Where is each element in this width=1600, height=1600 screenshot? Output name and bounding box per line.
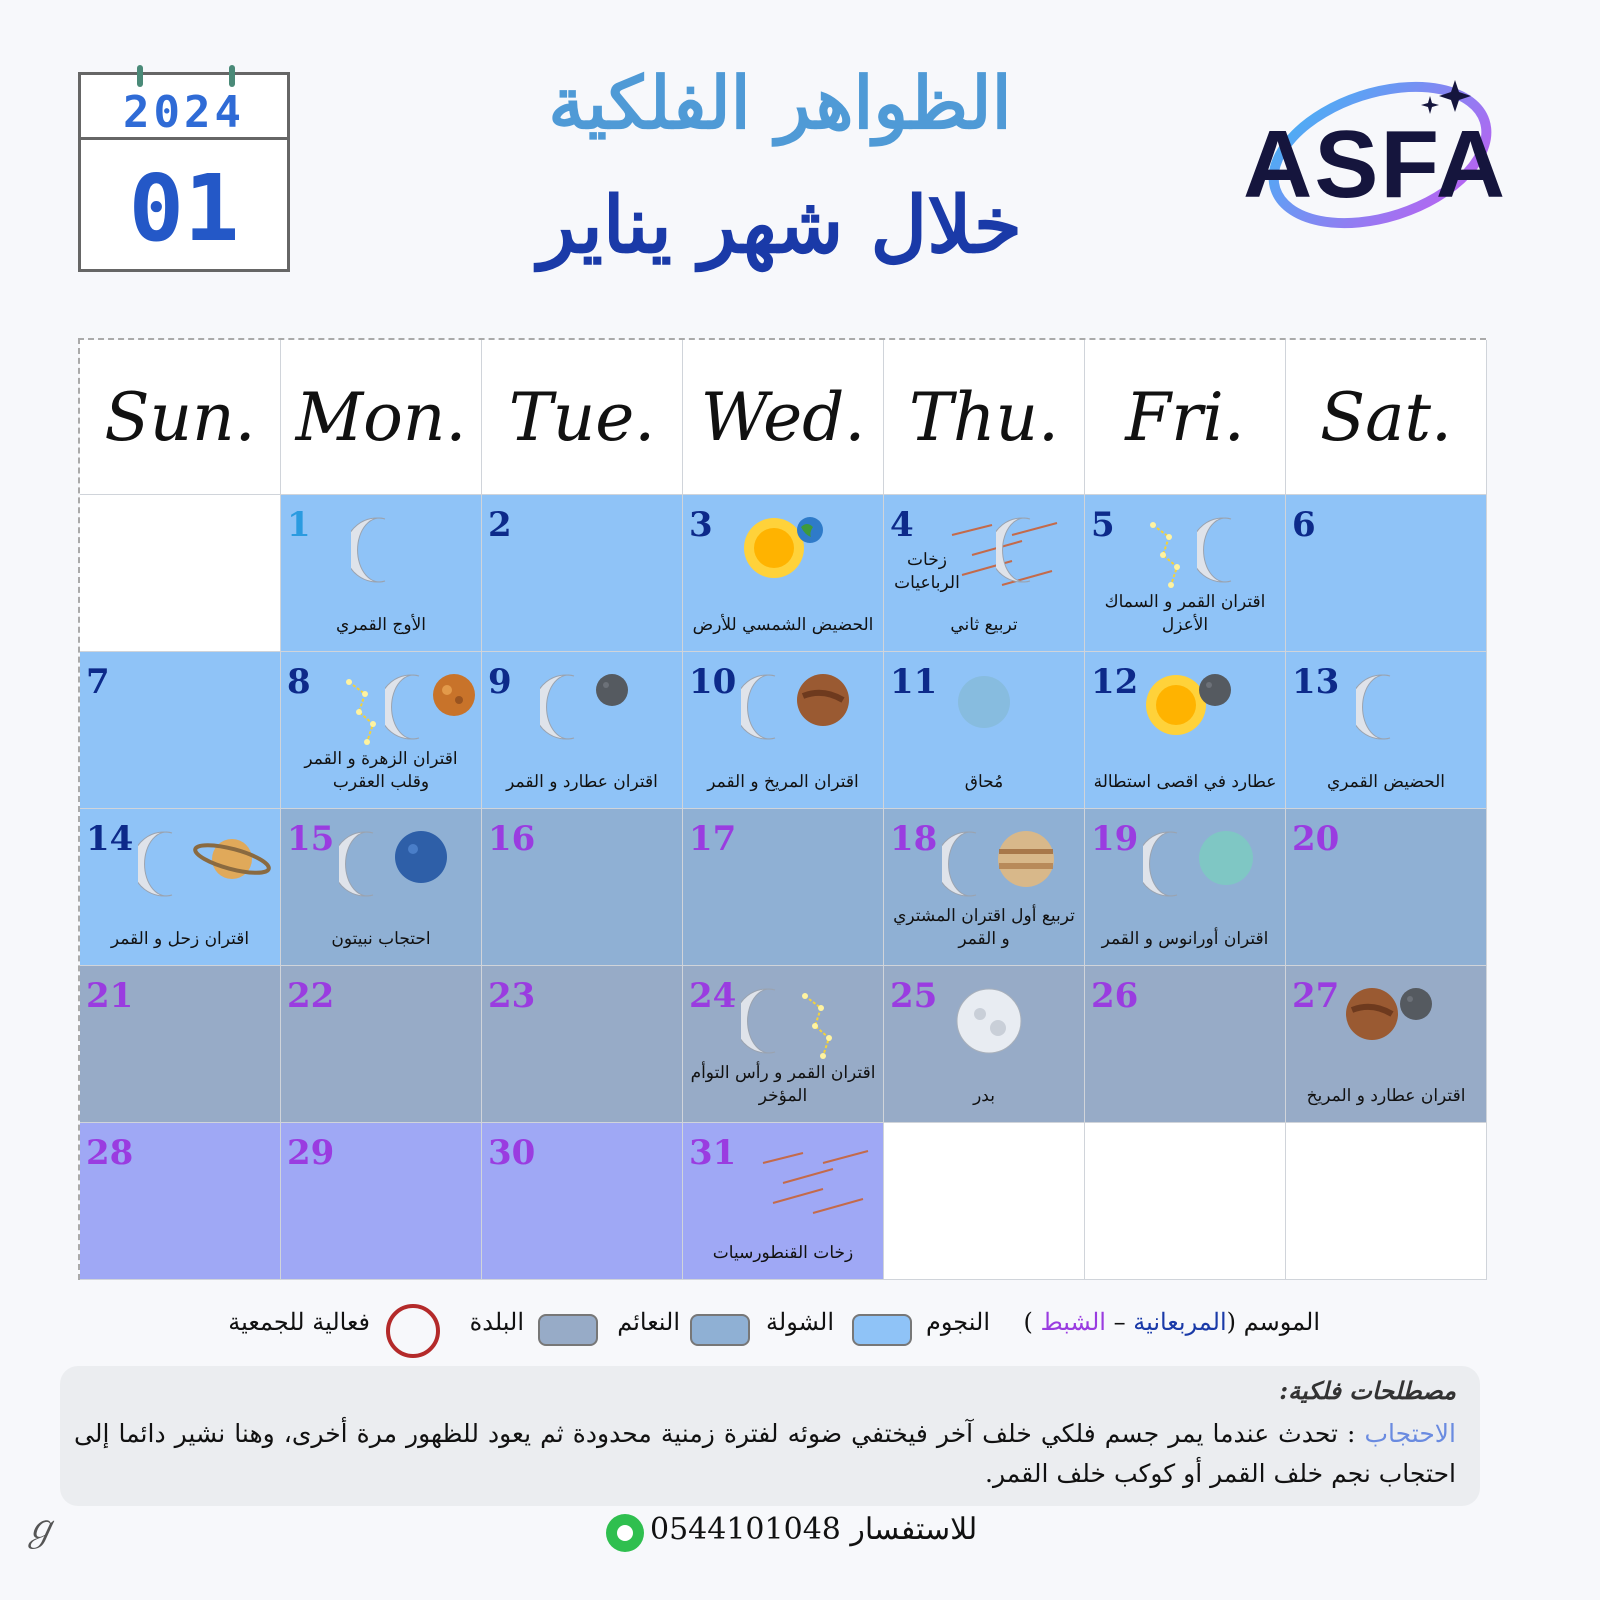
weekday-header: Mon. [281, 340, 482, 495]
weekday-header: Tue. [482, 340, 683, 495]
day-number: 28 [86, 1133, 134, 1173]
day-number: 4 [890, 505, 914, 545]
page-title: الظواهر الفلكية [548, 60, 1012, 145]
event-label: تربيع ثاني [950, 615, 1018, 636]
weekday-header: Sat. [1286, 340, 1487, 495]
event-label: اقتران القمر و السماك الأعزل [1104, 592, 1266, 636]
moon-icon [741, 672, 787, 746]
venus-icon [431, 672, 477, 722]
calendar-day-cell[interactable] [1085, 495, 1286, 652]
astronomy-terms-box [60, 1366, 1480, 1506]
calendar-day-cell[interactable] [1286, 495, 1487, 652]
event-label: اقتران المريخ و القمر [707, 772, 859, 793]
calendar-day-cell[interactable] [1085, 966, 1286, 1123]
mercury-icon [1197, 672, 1233, 712]
jupiter-icon [996, 829, 1056, 893]
term-definition-text: تحدث عندما يمر جسم فلكي خلف آخر فيختفي ضوئه لفترة زمنية محدودة ثم يعود للظهور مرة أخرى، وهنا نشير دائما إلى احتجاب نجم خلف القمر أو كوكب خلف القمر. [74, 1419, 1456, 1488]
event-label: اقتران عطارد و القمر [506, 772, 658, 793]
calendar-day-cell[interactable] [482, 1123, 683, 1280]
calendar-day-cell[interactable] [281, 1123, 482, 1280]
calendar-day-cell[interactable] [80, 1123, 281, 1280]
calendar-day-cell[interactable] [281, 495, 482, 652]
calendar-day-cell[interactable] [482, 495, 683, 652]
calendar-day-cell[interactable] [683, 652, 884, 809]
event-label: الحضيض القمري [1327, 772, 1445, 793]
event-label: اقتران القمر و رأس التوأم المؤخر [690, 1063, 876, 1107]
contact-label: للاستفسار [850, 1512, 978, 1547]
contact-info [600, 1508, 1020, 1558]
day-number: 9 [488, 662, 512, 702]
event-ring-icon [386, 1304, 440, 1358]
calendar-day-cell[interactable] [482, 809, 683, 966]
calendar-year: 2024 [123, 87, 245, 138]
day-number: 17 [689, 819, 737, 859]
moon-icon [385, 672, 431, 746]
day-number: 18 [890, 819, 938, 859]
moon-icon [351, 515, 397, 589]
event-label: احتجاب نبيتون [331, 929, 431, 950]
day-number: 15 [287, 819, 335, 859]
event-label: تربيع أول اقتران المشتري و القمر [893, 906, 1075, 950]
weekday-header: Sun. [80, 340, 281, 495]
day-number: 6 [1292, 505, 1316, 545]
calendar-day-cell[interactable] [1286, 966, 1487, 1123]
day-number: 2 [488, 505, 512, 545]
mercury-icon [594, 672, 630, 712]
day-number: 14 [86, 819, 134, 859]
season-legend [180, 1300, 1320, 1360]
day-number: 7 [86, 662, 110, 702]
moon-icon [741, 986, 787, 1060]
meteor-shower-icon [753, 1143, 873, 1227]
legend-shawla-label: الشولة [766, 1308, 834, 1336]
calendar-day-cell[interactable] [482, 966, 683, 1123]
day-number: 16 [488, 819, 536, 859]
event-label: اقتران عطارد و المريخ [1306, 1086, 1466, 1107]
legend-season-label: الموسم (المربعانية – الشبط ) [1023, 1308, 1320, 1336]
day-number: 30 [488, 1133, 536, 1173]
moon-icon [996, 515, 1042, 589]
moon-icon [942, 829, 988, 903]
calendar-ring-icon [229, 65, 235, 87]
calendar-day-cell [1286, 1123, 1487, 1280]
moon-icon [540, 672, 586, 746]
legend-naaim-swatch [538, 1314, 598, 1346]
calendar-day-cell[interactable] [1286, 809, 1487, 966]
event-label: زخات القنطورسيات [712, 1243, 854, 1264]
day-number: 25 [890, 976, 938, 1016]
constellation-icon [1143, 515, 1203, 599]
legend-shawla-swatch [690, 1314, 750, 1346]
day-number: 27 [1292, 976, 1340, 1016]
calendar-day-cell[interactable] [281, 809, 482, 966]
logo-text: ASFA [1242, 111, 1508, 218]
event-label: اقتران الزهرة و القمر وقلب العقرب [304, 749, 458, 793]
day-number: 1 [287, 505, 311, 545]
calendar-day-cell[interactable] [884, 809, 1085, 966]
day-number: 3 [689, 505, 713, 545]
day-number: 23 [488, 976, 536, 1016]
calendar-day-cell[interactable] [1286, 652, 1487, 809]
weekday-header: Fri. [1085, 340, 1286, 495]
constellation-icon [795, 986, 855, 1070]
calendar-ring-icon [137, 65, 143, 87]
mars-icon [1344, 986, 1400, 1046]
moon-icon [1197, 515, 1243, 589]
calendar-grid [78, 338, 1486, 1280]
calendar-day-cell[interactable] [80, 809, 281, 966]
day-number: 10 [689, 662, 737, 702]
event-label: اقتران أورانوس و القمر [1101, 929, 1269, 950]
event-label: الأوج القمري [335, 615, 427, 636]
calendar-day-cell[interactable] [482, 652, 683, 809]
full-moon-icon [954, 986, 1024, 1060]
calendar-day-cell [80, 495, 281, 652]
event-label: عطارد في اقصى استطالة [1093, 772, 1277, 793]
calendar-day-cell[interactable] [281, 966, 482, 1123]
day-number: 24 [689, 976, 737, 1016]
event-label: اقتران زحل و القمر [110, 929, 250, 950]
calendar-day-cell[interactable] [683, 809, 884, 966]
calendar-day-cell [1085, 1123, 1286, 1280]
legend-balda-label: البلدة [469, 1308, 524, 1336]
day-number: 20 [1292, 819, 1340, 859]
day-number: 21 [86, 976, 134, 1016]
calendar-day-cell[interactable] [1085, 652, 1286, 809]
event-label: بدر [973, 1086, 995, 1107]
calendar-day-cell [884, 1123, 1085, 1280]
day-number: 8 [287, 662, 311, 702]
calendar-day-cell[interactable] [884, 966, 1085, 1123]
calendar-day-cell[interactable] [80, 966, 281, 1123]
moon-icon [339, 829, 385, 903]
calendar-month-number: 01 [128, 155, 240, 262]
page-subtitle: خلال شهر يناير [538, 180, 1022, 271]
weekday-header: Thu. [884, 340, 1085, 495]
contact-phone[interactable]: 0544101048 [650, 1512, 841, 1547]
terms-title: مصطلحات فلكية: [1279, 1376, 1456, 1405]
legend-naaim-label: النعائم [617, 1308, 680, 1336]
uranus-icon [1197, 829, 1255, 891]
event-label: مُحاق [964, 772, 1004, 793]
moon-icon [1143, 829, 1189, 903]
legend-stars-swatch [852, 1314, 912, 1346]
designer-signature: ℊ [22, 1508, 59, 1549]
calendar-day-cell[interactable] [1085, 809, 1286, 966]
event-label-secondary: زخات الرباعيات [894, 550, 960, 593]
calendar-day-cell[interactable] [884, 652, 1085, 809]
whatsapp-icon[interactable] [606, 1514, 644, 1552]
day-number: 11 [890, 662, 938, 702]
day-number: 12 [1091, 662, 1139, 702]
day-number: 29 [287, 1133, 335, 1173]
calendar-day-cell[interactable] [683, 966, 884, 1123]
moon-icon [138, 829, 184, 903]
calendar-badge [78, 72, 290, 272]
terms-definition: الاحتجاب : تحدث عندما يمر جسم فلكي خلف آخر فيختفي ضوئه لفترة زمنية محدودة ثم يعود للظهور مرة أخرى، وهنا نشير دائما إلى احتجاب نجم خلف القمر أو كوكب خلف القمر. [74, 1419, 1456, 1488]
weekday-header: Wed. [683, 340, 884, 495]
calendar-day-cell[interactable] [884, 495, 1085, 652]
term-word: الاحتجاب [1364, 1419, 1456, 1448]
calendar-day-cell[interactable] [683, 495, 884, 652]
day-number: 19 [1091, 819, 1139, 859]
saturn-icon [192, 829, 272, 893]
day-number: 31 [689, 1133, 737, 1173]
day-number: 26 [1091, 976, 1139, 1016]
moon-icon [1356, 672, 1402, 746]
mercury-icon [1398, 986, 1434, 1026]
new-moon-icon [954, 672, 1014, 736]
day-number: 5 [1091, 505, 1115, 545]
calendar-day-cell[interactable] [281, 652, 482, 809]
asfa-logo [1230, 70, 1530, 240]
day-number: 22 [287, 976, 335, 1016]
calendar-day-cell[interactable] [80, 652, 281, 809]
earth-icon [795, 515, 825, 549]
legend-event-label: فعالية للجمعية [228, 1308, 370, 1336]
mars-icon [795, 672, 851, 732]
calendar-day-cell[interactable] [683, 1123, 884, 1280]
neptune-icon [393, 829, 449, 889]
event-label: الحضيض الشمسي للأرض [692, 615, 874, 636]
legend-stars-label: النجوم [926, 1308, 990, 1336]
day-number: 13 [1292, 662, 1340, 702]
